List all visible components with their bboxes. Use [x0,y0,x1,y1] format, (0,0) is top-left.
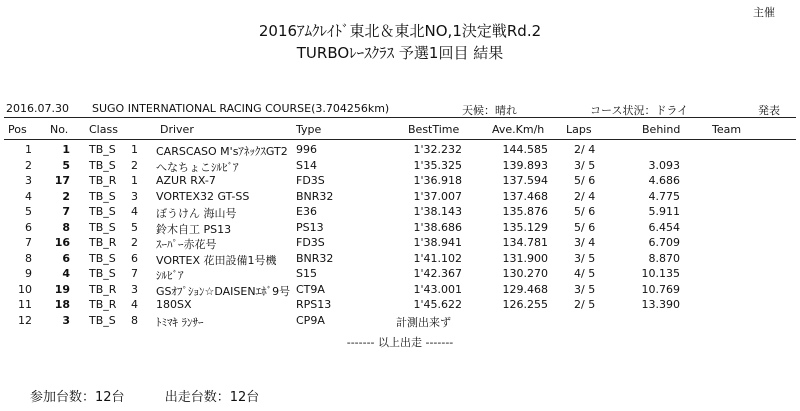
col-header-class: Class [89,123,118,136]
pos-cell: 2 [25,158,32,172]
car-number-cell: 1 [62,143,70,156]
avg-speed-cell: 137.594 [502,174,548,187]
pos-cell: 1 [25,143,32,156]
col-header-driver: Driver [160,123,194,136]
class-pos-cell: 3 [131,189,138,203]
behind-cell: 13.390 [641,298,680,311]
pos-cell: 4 [25,189,32,203]
driver-cell: ｼﾙﾋﾞｱ [156,269,184,282]
laps-cell: 5/ 6 [574,205,596,218]
behind-cell: 5.911 [648,205,680,218]
car-number-cell: 18 [54,298,70,311]
class-pos-cell: 2 [131,236,138,249]
type-cell: CP9A [296,313,325,327]
laps-cell: 2/ 4 [574,189,596,203]
laps-cell: 3/ 5 [574,251,596,265]
col-header-behind: Behind [642,123,681,136]
header-rule [4,139,796,140]
best-time-cell: 1'42.367 [413,267,462,280]
race-date: 2016.07.30 [6,102,69,115]
best-time-cell: 1'38.941 [413,236,462,249]
car-number-cell: 17 [54,174,70,187]
avg-speed-cell: 126.255 [502,298,548,311]
event-title: 2016ｱﾑｸﾚｲﾄﾞ東北＆東北NO,1決定戦Rd.2 [258,22,542,40]
no-time-note: 計測出来ず [396,315,451,329]
class-pos-cell: 6 [131,251,138,265]
entries-count: 参加台数：12台 [30,390,125,405]
laps-cell: 4/ 5 [574,267,596,280]
col-header-team: Team [712,123,742,136]
type-cell: CT9A [296,282,325,296]
class-cell: TB_S [89,189,116,203]
pos-cell: 9 [25,267,32,280]
best-time-cell: 1'38.143 [413,205,462,218]
class-pos-cell: 5 [131,220,138,234]
table-row [0,143,800,159]
class-pos-cell: 7 [131,267,138,280]
driver-cell: ぼうけん 海山号 [156,207,237,220]
car-number-cell: 19 [54,282,70,296]
best-time-cell: 1'45.622 [413,298,462,311]
track-condition: コース状況：ドライ [590,104,689,117]
table-row [0,267,800,283]
driver-cell: CARSCASO M'sｱﾈｯｸｽGT2 [156,145,288,158]
type-cell: S14 [296,158,317,172]
driver-cell: ｽｰﾊﾟｰ赤花号 [156,238,217,251]
col-header-no: No. [50,123,69,136]
best-time-cell: 1'35.325 [413,158,462,172]
driver-cell: VORTEX32 GT-SS [156,189,250,203]
class-cell: TB_S [89,267,116,280]
starters-count: 出走台数：12台 [164,390,260,405]
pos-cell: 7 [25,236,32,249]
avg-speed-cell: 131.900 [502,251,548,265]
pos-cell: 8 [25,251,32,265]
driver-cell: 鈴木自工 PS13 [156,222,232,236]
best-time-cell: 1'36.918 [413,174,462,187]
avg-speed-cell: 135.129 [502,220,548,234]
laps-cell: 3/ 5 [574,282,596,296]
type-cell: PS13 [296,220,324,234]
type-cell: 996 [296,143,317,156]
table-row [0,283,800,299]
class-pos-cell: 8 [131,313,138,327]
best-time-cell: 1'37.007 [413,189,462,203]
results-table [0,143,800,329]
behind-cell: 6.454 [648,220,680,234]
best-time-cell: 1'38.686 [413,220,462,234]
weather-status: 天候：晴れ [462,104,517,117]
table-top-rule [4,117,796,118]
class-cell: TB_S [89,143,116,156]
class-cell: TB_S [89,158,116,172]
behind-cell: 8.870 [648,251,680,265]
col-header-avg: Ave.Km/h [492,123,545,136]
class-cell: TB_R [89,174,117,187]
class-cell: TB_R [89,282,117,296]
type-cell: RPS13 [296,298,332,311]
session-title: TURBOﾚｰｽｸﾗｽ 予選1回目 結果 [296,44,504,62]
car-number-cell: 3 [62,313,70,327]
car-number-cell: 2 [62,189,70,203]
class-cell: TB_S [89,313,116,327]
avg-speed-cell: 139.893 [502,158,548,172]
table-row [0,205,800,221]
car-number-cell: 5 [62,158,70,172]
col-header-pos: Pos [8,123,27,136]
class-pos-cell: 1 [131,143,138,156]
avg-speed-cell: 134.781 [502,236,548,249]
car-number-cell: 4 [62,267,70,280]
type-cell: E36 [296,205,317,218]
table-row-no-start [0,314,800,330]
type-cell: BNR32 [296,251,334,265]
type-cell: FD3S [296,236,325,249]
behind-cell: 10.769 [641,282,680,296]
class-pos-cell: 3 [131,282,138,296]
table-row [0,236,800,252]
driver-cell: へなちょこｼﾙﾋﾞｱ [156,160,239,174]
footer-summary [30,386,295,405]
col-header-laps: Laps [566,123,592,136]
pos-cell: 5 [25,205,32,218]
organizer-label: 主催 [753,6,775,19]
class-cell: TB_S [89,251,116,265]
table-row [0,174,800,190]
type-cell: S15 [296,267,317,280]
laps-cell: 3/ 4 [574,236,596,249]
behind-cell: 10.135 [641,267,680,280]
class-cell: TB_R [89,236,117,249]
venue-name: SUGO INTERNATIONAL RACING COURSE(3.704256km) [92,102,390,115]
col-header-type: Type [296,123,322,136]
class-pos-cell: 2 [131,158,138,172]
behind-cell: 4.686 [648,174,680,187]
avg-speed-cell: 129.468 [502,282,548,296]
laps-cell: 2/ 5 [574,298,596,311]
pos-cell: 10 [18,282,32,296]
class-pos-cell: 4 [131,298,138,311]
laps-cell: 3/ 5 [574,158,596,172]
driver-cell: AZUR RX-7 [156,174,216,187]
table-row [0,298,800,314]
avg-speed-cell: 135.876 [502,205,548,218]
table-row [0,190,800,206]
class-pos-cell: 4 [131,205,138,218]
table-row [0,159,800,175]
driver-cell: 180SX [156,298,192,311]
driver-cell: VORTEX 花田設備1号機 [156,253,277,267]
table-row [0,221,800,237]
announcement-label: 発表 [758,104,780,117]
laps-cell: 5/ 6 [574,220,596,234]
avg-speed-cell: 130.270 [502,267,548,280]
starters-divider: ------- 以上出走 ------- [346,336,454,349]
driver-cell: GSｵﾌﾟｼｮﾝ☆DAISENｴﾎﾞ9号 [156,284,291,298]
car-number-cell: 8 [62,220,70,234]
class-cell: TB_S [89,205,116,218]
class-pos-cell: 1 [131,174,138,187]
car-number-cell: 16 [54,236,70,249]
laps-cell: 5/ 6 [574,174,596,187]
pos-cell: 12 [18,313,32,327]
pos-cell: 3 [25,174,32,187]
col-header-best: BestTime [408,123,460,136]
car-number-cell: 7 [62,205,70,218]
behind-cell: 6.709 [648,236,680,249]
best-time-cell: 1'43.001 [413,282,462,296]
behind-cell: 3.093 [648,158,680,172]
driver-cell: ﾄﾐﾏｷ ﾗﾝｻｰ [156,315,204,329]
car-number-cell: 6 [62,251,70,265]
class-cell: TB_S [89,220,116,234]
best-time-cell: 1'41.102 [413,251,462,265]
pos-cell: 6 [25,220,32,234]
class-cell: TB_R [89,298,117,311]
pos-cell: 11 [18,298,32,311]
table-row [0,252,800,268]
type-cell: BNR32 [296,189,334,203]
avg-speed-cell: 137.468 [502,189,548,203]
type-cell: FD3S [296,174,325,187]
laps-cell: 2/ 4 [574,143,596,156]
behind-cell: 4.775 [648,189,680,203]
best-time-cell: 1'32.232 [413,143,462,156]
avg-speed-cell: 144.585 [502,143,548,156]
